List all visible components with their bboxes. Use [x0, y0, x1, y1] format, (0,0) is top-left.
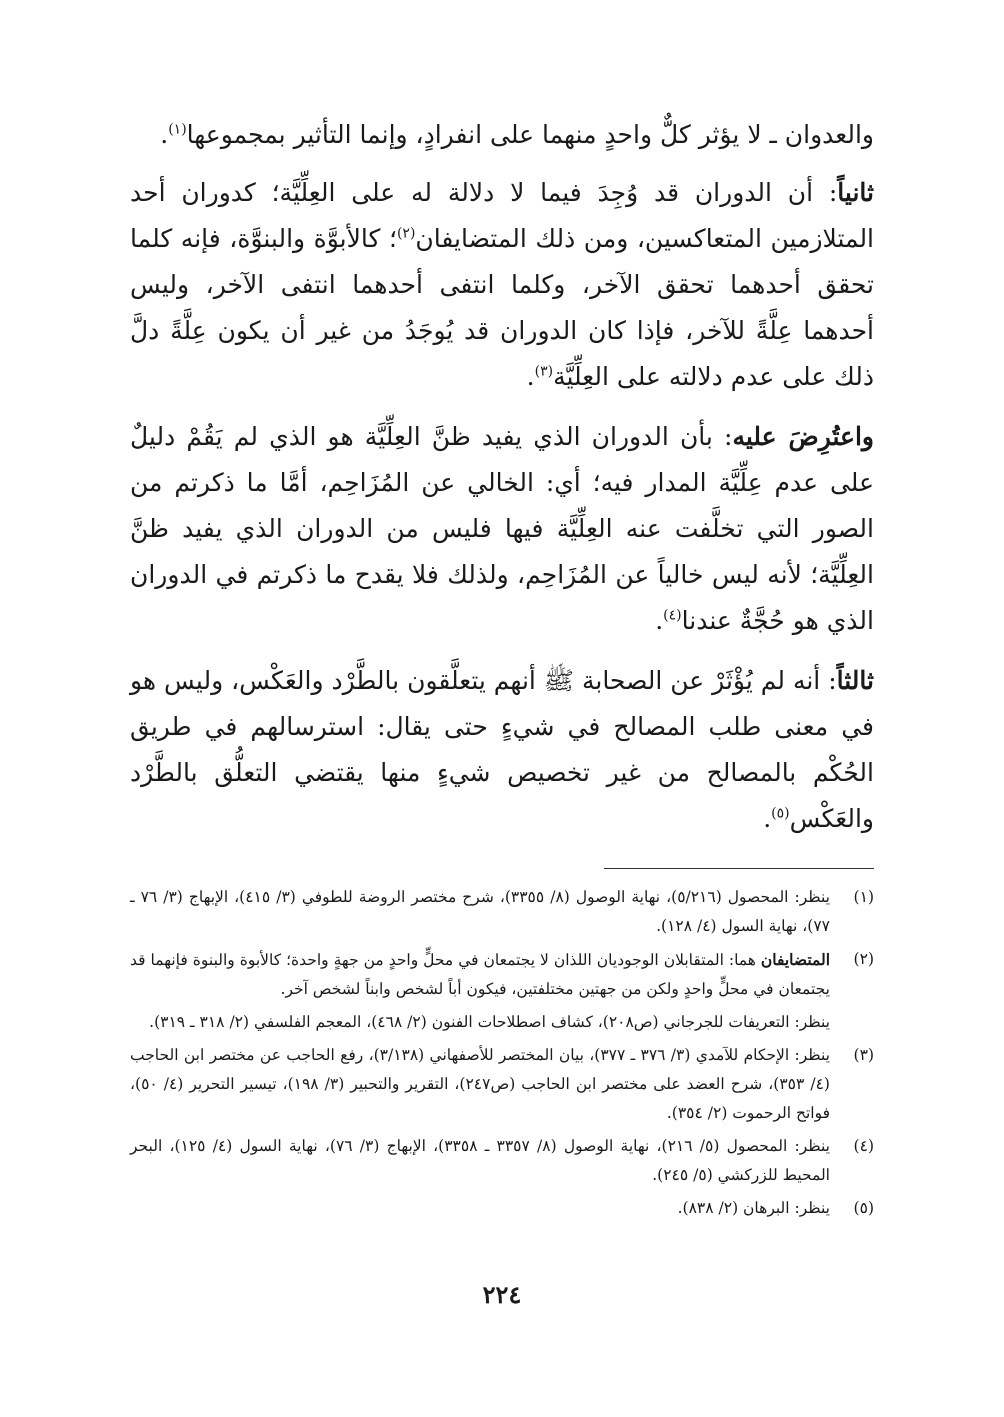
paragraph-2-text-a: : أن الدوران قد وُجِدَ فيما لا دلالة له على العِلِّيَّة؛ كدوران أحد المتلازمين المتعاكسين، ومن ذلك المتضايفان: [130, 178, 875, 253]
page-content: [130, 112, 874, 1227]
paragraph-4: [130, 658, 874, 842]
footnote-4-number: (٤): [853, 1137, 874, 1155]
footnote-2-references: ينظر: التعريفات للجرجاني (ص٢٠٨)، كشاف اصطلاحات الفنون (٢/ ٤٦٨)، المعجم الفلسفي (٢/ ٣١٨ ـ ٣١٩).: [149, 1013, 830, 1031]
footnote-2-term: المتضايفان: [760, 950, 830, 969]
footnote-2-number: (٢): [853, 950, 874, 968]
footnote-ref-1[interactable]: (١): [168, 121, 187, 138]
paragraph-2: [130, 170, 874, 400]
paragraph-2-lead: ثانياً: [837, 178, 874, 207]
footnote-3: [130, 1041, 874, 1128]
footnote-1-number: (١): [853, 888, 874, 906]
paragraph-4-lead: ثالثاً: [836, 666, 874, 695]
footnote-3-number: (٣): [853, 1046, 874, 1064]
footnote-divider: [604, 868, 874, 869]
paragraph-3-lead: واعتُرِضَ عليه: [732, 422, 874, 451]
footnote-4-text: ينظر: المحصول (٥/ ٢١٦)، نهاية الوصول (٨/ ٣٣٥٧ ـ ٣٣٥٨)، الإبهاج (٣/ ٧٦)، نهاية السول (٤/ ١٢٥)، البحر المحيط للزركشي (٥/ ٢٤٥).: [130, 1137, 830, 1184]
footnote-2: [130, 945, 874, 1037]
footnote-2-body: [130, 945, 830, 1037]
paragraph-2-end: .: [526, 362, 535, 391]
footnote-2-text: هما: المتقابلان الوجوديان اللذان لا يجتمعان في محلٍّ واحدٍ من جهةٍ واحدة؛ كالأبوة والبنوة فإنهما قد يجتمعان في محلٍّ واحدٍ ولكن من جهتين مختلفتين، فيكون أباً لشخص وابناً لشخص آخر.: [130, 951, 830, 998]
paragraph-4-text: : أنه لم يُؤْثَرْ عن الصحابة ﷺ أنهم يتعلَّقون بالطَّرْد والعَكْس، وليس هو في معنى طلب المصالح في شيءٍ حتى يقال: استرسالهم في طريق الحُكْم بالمصالح من غير تخصيص شيءٍ منها يقتضي التعلُّق بالطَّرْد والعَكْس: [130, 666, 874, 833]
paragraph-3-end: .: [655, 606, 664, 635]
footnote-5-text: ينظر: البرهان (٢/ ٨٣٨).: [677, 1199, 830, 1217]
paragraph-1-text: والعدوان ـ لا يؤثر كلٌّ واحدٍ منهما على انفرادٍ، وإنما التأثير بمجموعها: [186, 120, 874, 149]
footnote-5-number: (٥): [853, 1199, 874, 1217]
footnotes: [130, 883, 874, 1223]
footnote-ref-2[interactable]: (٢): [396, 225, 416, 242]
footnote-ref-4[interactable]: (٤): [663, 607, 682, 624]
page-number: ٢٢٤: [482, 1280, 522, 1309]
footnote-ref-3[interactable]: (٣): [534, 363, 554, 380]
paragraph-3-text: : بأن الدوران الذي يفيد ظنَّ العِلِّيَّة هو الذي لم يَقُمْ دليلٌ على عدم عِلِّيَّة المدار فيه؛ أي: الخالي عن المُزَاحِم، أمَّا ما ذكرتم من الصور التي تخلَّفت عنه العِلِّيَّة فيها فليس من الدوران الذي يفيد ظنَّ العِلِّيَّة؛ لأنه ليس خالياً عن المُزَاحِم، ولذلك فلا يقدح ما ذكرتم في الدوران الذي هو حُجَّةٌ عندنا: [130, 422, 874, 635]
footnote-4: [130, 1132, 874, 1190]
footnote-1: [130, 883, 874, 941]
paragraph-2-text-b: ؛ كالأبوَّة والبنوَّة، فإنه كلما تحقق أحدهما تحقق الآخر، وكلما انتفى أحدهما انتفى الآخر، وليس أحدهما عِلَّةً للآخر، فإذا كان الدوران قد يُوجَدُ من غير أن يكون عِلَّةً دلَّ ذلك على عدم دلالته على العِلِّيَّة: [130, 224, 874, 391]
paragraph-1-end: .: [160, 120, 169, 149]
main-text: [130, 112, 874, 842]
paragraph-1: [130, 112, 874, 158]
footnote-5: [130, 1194, 874, 1223]
footnote-ref-5[interactable]: (٥): [771, 805, 790, 822]
footnote-3-text: ينظر: الإحكام للآمدي (٣/ ٣٧٦ ـ ٣٧٧)، بيان المختصر للأصفهاني (٣/١٣٨)، رفع الحاجب عن مختصر ابن الحاجب (٤/ ٣٥٣)، شرح العضد على مختصر ابن الحاجب (ص٢٤٧)، التقرير والتحبير (٣/ ١٩٨)، تيسير التحرير (٤/ ٥٠)، فواتح الرحموت (٢/ ٣٥٤).: [130, 1046, 830, 1122]
paragraph-4-end: .: [763, 804, 772, 833]
paragraph-3: [130, 414, 874, 644]
footnote-1-text: ينظر: المحصول (٥/٢١٦)، نهاية الوصول (٨/ ٣٣٥٥)، شرح مختصر الروضة للطوفي (٣/ ٤١٥)، الإبهاج (٣/ ٧٦ ـ ٧٧)، نهاية السول (٤/ ١٢٨).: [130, 888, 830, 935]
